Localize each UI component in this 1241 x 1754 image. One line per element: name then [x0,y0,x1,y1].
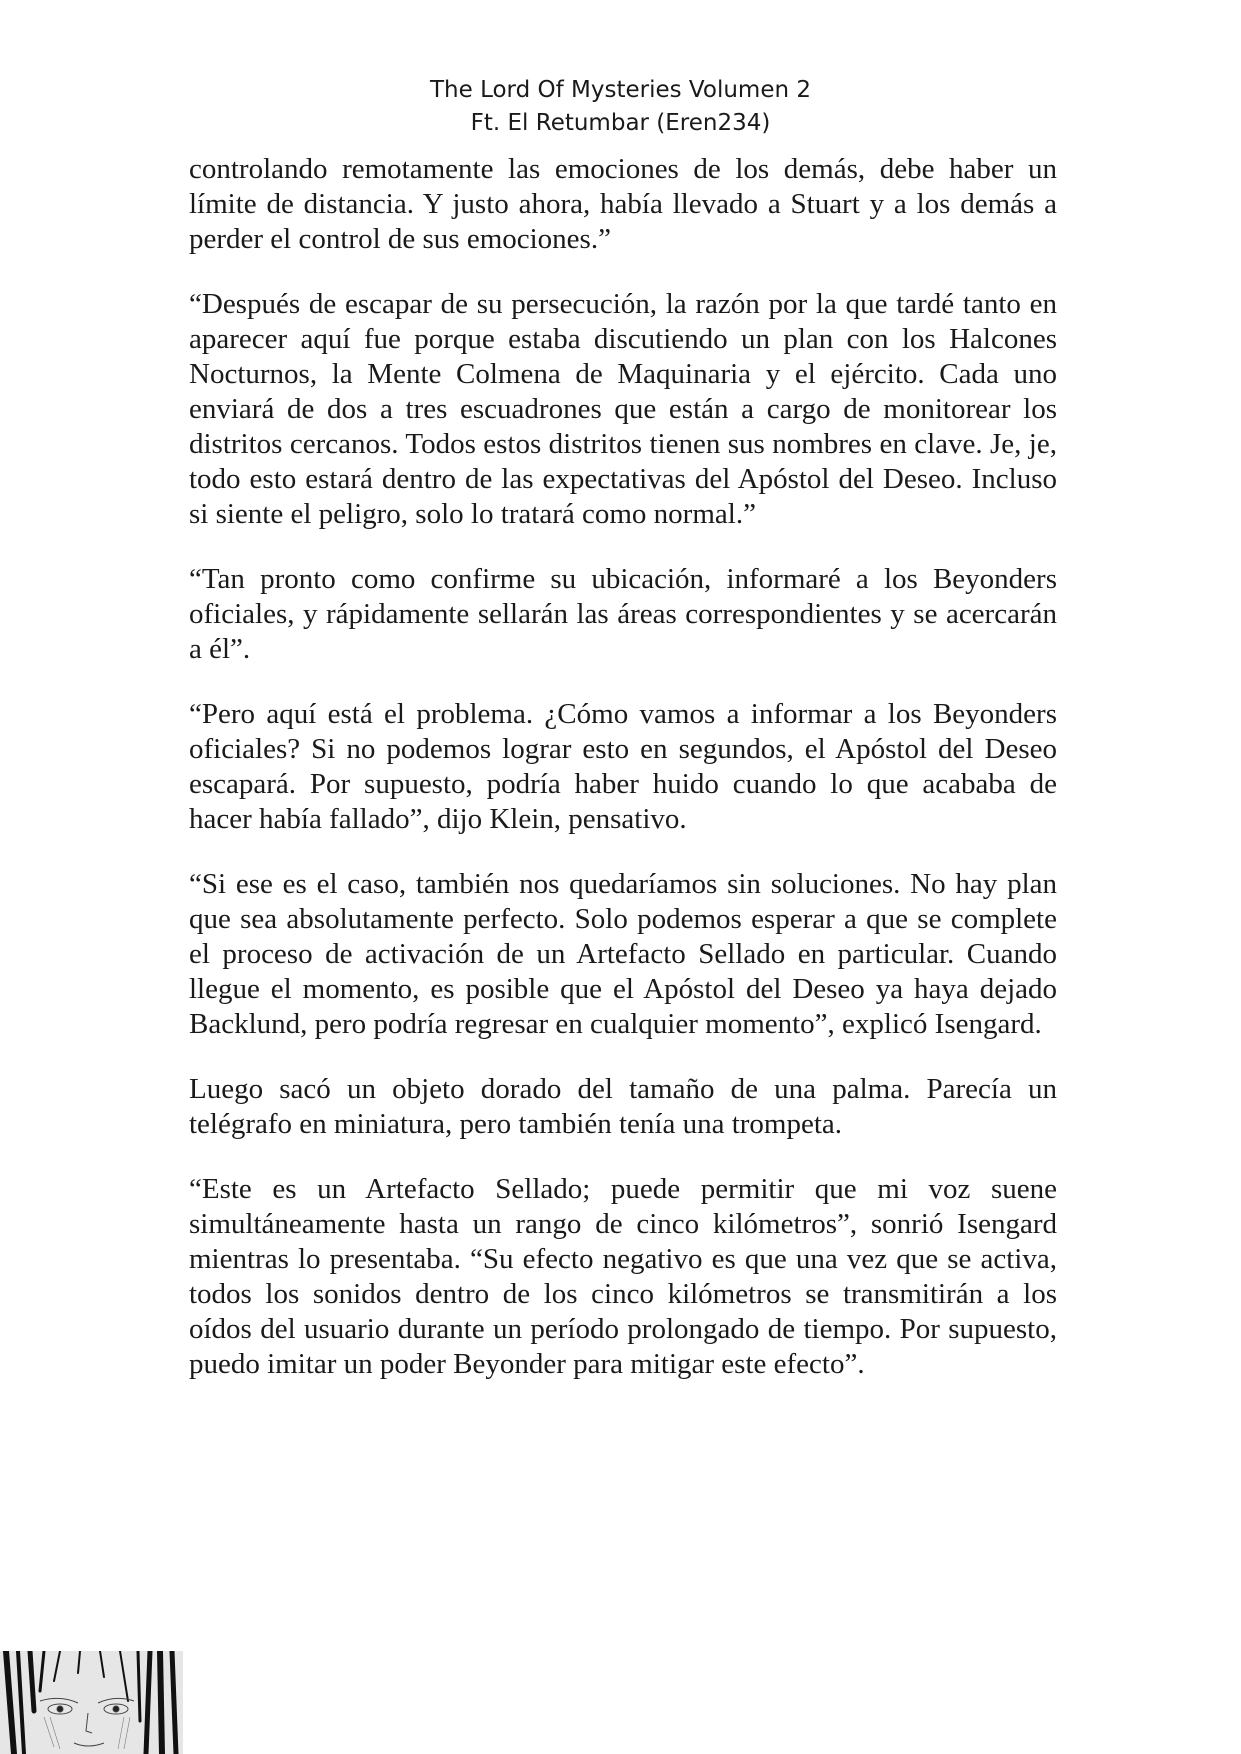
paragraph: “Tan pronto como confirme su ubicación, informaré a los Beyonders oficiales, y rápidamente sellarán las áreas correspondientes y se acercarán a él”. [189,563,1057,665]
manga-character-portrait-icon [0,1651,183,1754]
paragraph: “Este es un Artefacto Sellado; puede permitir que mi voz suene simultáneamente hasta un rango de cinco kilómetros”, sonrió Isengard mientras lo presentaba. “Su efecto negativo es que una vez que se activa, todos los sonidos dentro de los cinco kilómetros se transmitirán a los oídos del usuario durante un período prolongado de tiempo. Por supuesto, puedo imitar un poder Beyonder para mitigar este efecto”. [189,1173,1057,1380]
paragraph: “Pero aquí está el problema. ¿Cómo vamos a informar a los Beyonders oficiales? Si no podemos lograr esto en segundos, el Apóstol del Deseo escapará. Por supuesto, podría haber huido cuando lo que acababa de hacer había fallado”, dijo Klein, pensativo. [189,698,1057,835]
chapter-text [189,152,1057,1412]
paragraph: Luego sacó un objeto dorado del tamaño de una palma. Parecía un telégrafo en miniatura, pero también tenía una trompeta. [189,1073,1057,1140]
header-credit: Ft. El Retumbar (Eren234) [470,110,771,136]
paragraph: controlando remotamente las emociones de los demás, debe haber un límite de distancia. Y justo ahora, había llevado a Stuart y a los demás a perder el control de sus emociones.” [189,153,1057,255]
page-header [0,74,1241,140]
paragraph: “Después de escapar de su persecución, la razón por la que tardé tanto en aparecer aquí fue porque estaba discutiendo un plan con los Halcones Nocturnos, la Mente Colmena de Maquinaria y el ejército. Cada uno enviará de dos a tres escuadrones que están a cargo de monitorear los distritos cercanos. Todos estos distritos tienen sus nombres en clave. Je, je, todo esto estará dentro de las expectativas del Apóstol del Deseo. Incluso si siente el peligro, solo lo tratará como normal.” [189,288,1057,530]
header-title: The Lord Of Mysteries Volumen 2 [429,77,811,103]
paragraph: “Si ese es el caso, también nos quedaríamos sin soluciones. No hay plan que sea absolutamente perfecto. Solo podemos esperar a que se complete el proceso de activación de un Artefacto Sellado en particular. Cuando llegue el momento, es posible que el Apóstol del Deseo ya haya dejado Backlund, pero podría regresar en cualquier momento”, explicó Isengard. [189,868,1057,1040]
